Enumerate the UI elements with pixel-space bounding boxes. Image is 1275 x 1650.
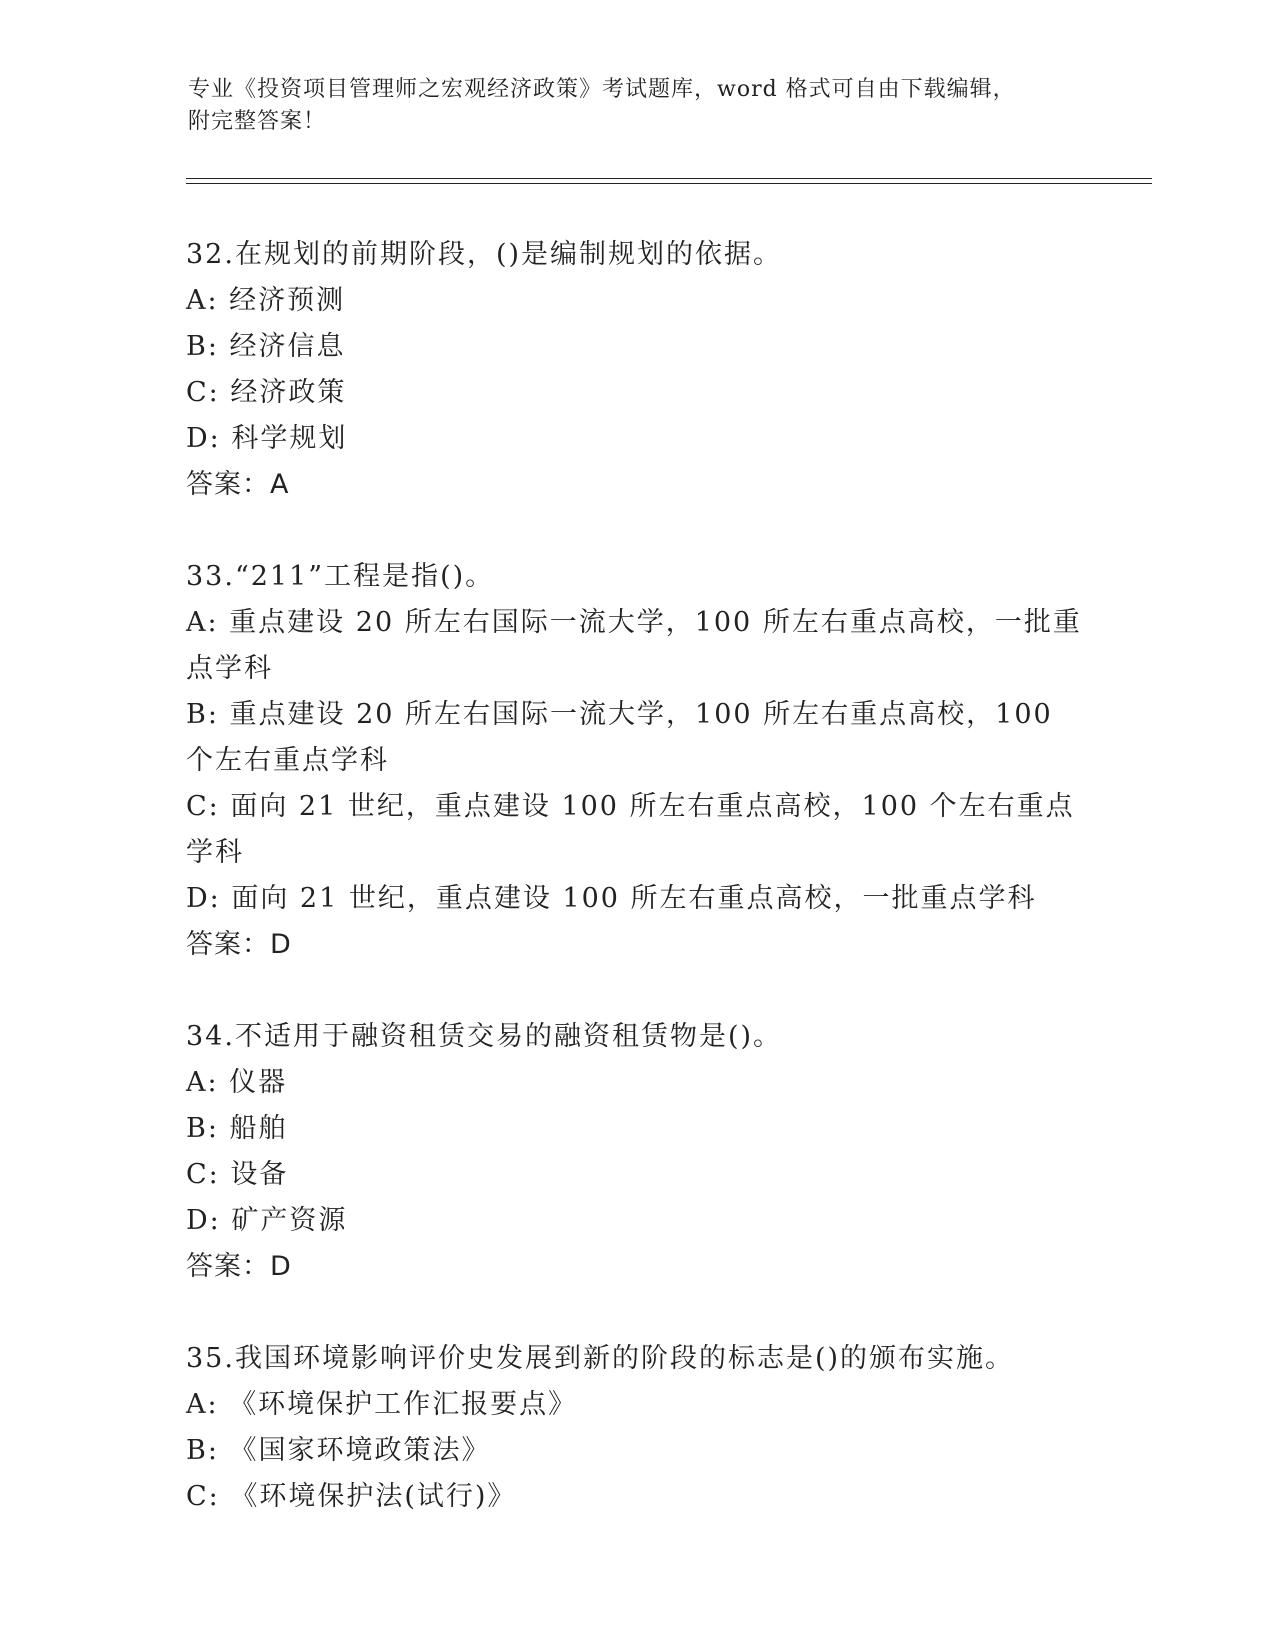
answer-line: 答案：A <box>186 469 290 500</box>
option-a: A: 仪器 <box>186 1067 288 1098</box>
option-c: C: 《环境保护法(试行)》 <box>186 1481 517 1512</box>
question-stem: 35.我国环境影响评价史发展到新的阶段的标志是()的颁布实施。 <box>186 1343 1015 1374</box>
question-33 <box>186 554 1086 968</box>
answer-line: 答案：D <box>186 1251 292 1282</box>
question-32 <box>186 232 1086 508</box>
option-b: B: 船舶 <box>186 1113 288 1144</box>
question-stem: 32.在规划的前期阶段，()是编制规划的依据。 <box>186 239 783 270</box>
option-d: D: 面向 21 世纪，重点建设 100 所左右重点高校，一批重点学科 <box>186 883 1037 914</box>
question-stem: 33.“211”工程是指()。 <box>186 561 495 592</box>
document-header <box>188 74 1088 138</box>
option-a: A: 《环境保护工作汇报要点》 <box>186 1389 578 1420</box>
header-divider-top <box>186 178 1152 179</box>
header-divider-bottom <box>186 183 1152 184</box>
answer-line: 答案：D <box>186 929 292 960</box>
question-list <box>186 232 1086 1566</box>
option-c: C: 设备 <box>186 1159 289 1190</box>
option-a: A: 重点建设 20 所左右国际一流大学，100 所左右重点高校，一批重点学科 <box>186 607 1082 684</box>
question-35 <box>186 1336 1086 1520</box>
option-a: A: 经济预测 <box>186 285 346 316</box>
question-stem: 34.不适用于融资租赁交易的融资租赁物是()。 <box>186 1021 783 1052</box>
option-b: B: 经济信息 <box>186 331 346 362</box>
option-b: B: 《国家环境政策法》 <box>186 1435 491 1466</box>
option-d: D: 矿产资源 <box>186 1205 348 1236</box>
option-c: C: 面向 21 世纪，重点建设 100 所左右重点高校，100 个左右重点学科 <box>186 791 1075 868</box>
option-c: C: 经济政策 <box>186 377 347 408</box>
header-line-1: 专业《投资项目管理师之宏观经济政策》考试题库，word 格式可自由下载编辑， <box>188 77 1016 102</box>
header-line-2: 附完整答案！ <box>188 109 327 134</box>
question-34 <box>186 1014 1086 1290</box>
option-d: D: 科学规划 <box>186 423 348 454</box>
option-b: B: 重点建设 20 所左右国际一流大学，100 所左右重点高校，100 个左右重点学科 <box>186 699 1053 776</box>
